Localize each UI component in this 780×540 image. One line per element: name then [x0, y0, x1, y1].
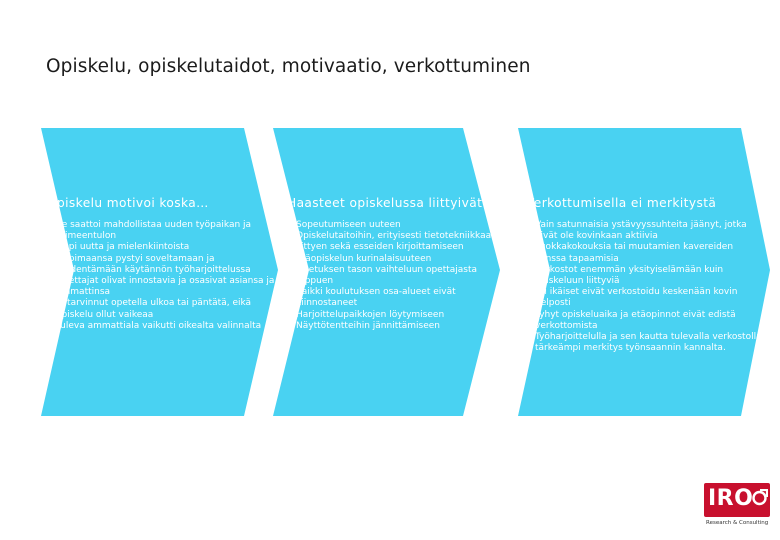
column-challenges: [287, 196, 512, 332]
list-item: • Oppimaansa pystyi soveltamaan ja täydentämään käytännön työharjoittelussa: [47, 254, 275, 276]
iro-logo: [704, 483, 774, 533]
list-item: • Etäopiskelun kurinalaisuuteen: [287, 254, 512, 265]
column-networking: [526, 196, 762, 354]
column-motivation: [47, 196, 275, 332]
bullet-list: [526, 220, 762, 354]
list-item: • Se saattoi mahdollistaa uuden työpaikan ja toimeentulon: [47, 220, 275, 242]
list-item: • Ei tarvinnut opetella ulkoa tai päntätä, eikä opiskelu ollut vaikeaa: [47, 298, 275, 320]
list-item: • Opiskelutaitoihin, erityisesti tietotekniikkaan liittyen sekä esseiden kirjoittamiseen: [287, 231, 512, 253]
list-item: • Vain satunnaisia ystävyyssuhteita jäänyt, jotka eivät ole kovinkaan aktiivia: [526, 220, 762, 242]
column-heading: Opiskelu motivoi koska…: [47, 196, 209, 210]
list-item: • Tuleva ammattiala vaikutti oikealta valinnalta: [47, 321, 275, 332]
list-item: • Oppi uutta ja mielenkiintoista: [47, 242, 275, 253]
logo-text: IRO: [708, 486, 754, 511]
list-item: • Näyttötentteihin jännittämiseen: [287, 321, 512, 332]
list-item: • Eri ikäiset eivät verkostoidu keskenään kovin helposti: [526, 287, 762, 309]
list-item: • Luokkakokouksia tai muutamien kavereiden kanssa tapaamisia: [526, 242, 762, 264]
column-heading: Haasteet opiskelussa liittyivät …: [287, 196, 500, 210]
list-item: • Lyhyt opiskeluaika ja etäopinnot eivät edistä verkottomista: [526, 310, 762, 332]
bullet-list: [287, 220, 512, 332]
page-title: Opiskelu, opiskelutaidot, motivaatio, verkottuminen: [46, 56, 531, 77]
column-heading: Verkottumisella ei merkitystä: [526, 196, 717, 210]
list-item: • Verkostot enemmän yksityiselämään kuin opiskeluun liittyviä: [526, 265, 762, 287]
bullet-list: [47, 220, 275, 332]
list-item: • Opetuksen tason vaihteluun opettajasta riippuen: [287, 265, 512, 287]
list-item: • Sopeutumiseen uuteen: [287, 220, 512, 231]
list-item: • Työharjoittelulla ja sen kautta tulevalla verkostolla tärkeämpi merkitys työnsaannin kannalta.: [526, 332, 762, 354]
list-item: • Harjoittelupaikkojen löytymiseen: [287, 310, 512, 321]
logo-subtitle: Research & Consulting: [706, 520, 769, 526]
list-item: • Kaikki koulutuksen osa-alueet eivät kiinnostaneet: [287, 287, 512, 309]
iro-logo-icon: [751, 489, 768, 506]
list-item: • Opettajat olivat innostavia ja osasivat asiansa ja ammattinsa: [47, 276, 275, 298]
